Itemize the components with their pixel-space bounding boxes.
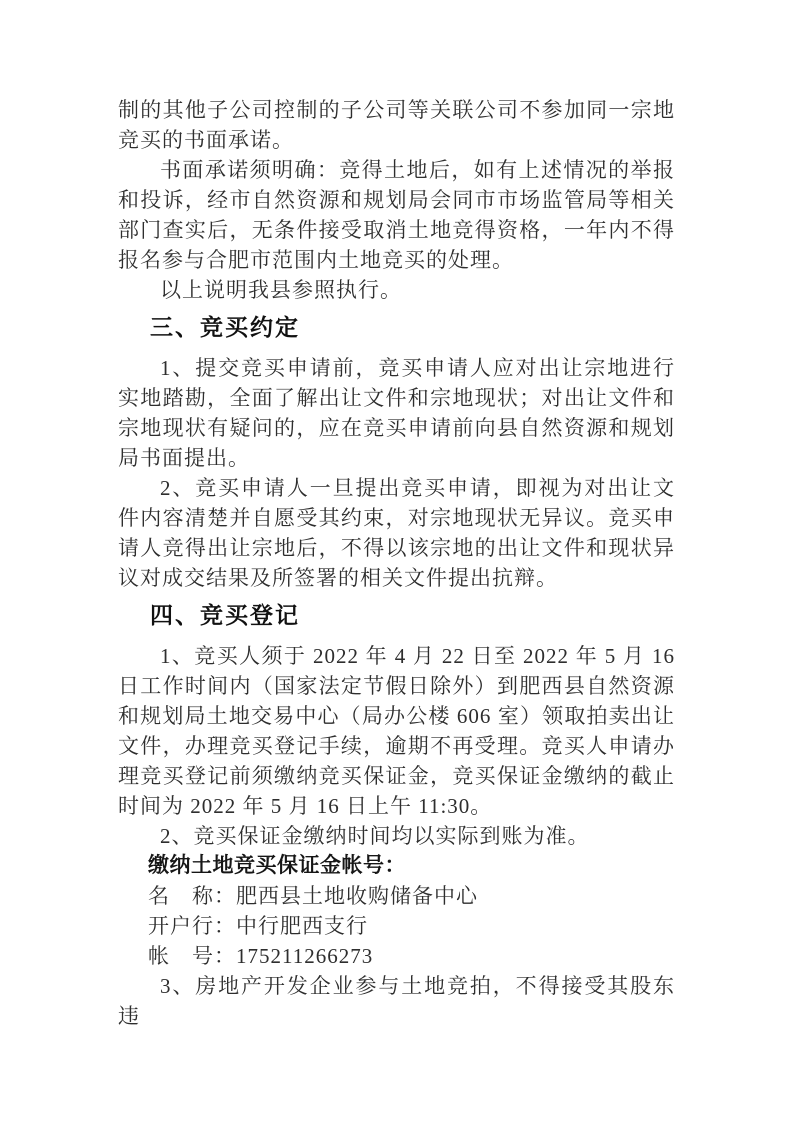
account-detail-line: 开户行：中行肥西支行: [148, 914, 368, 938]
paragraph: 制的其他子公司控制的子公司等关联公司不参加同一宗地竞买的书面承诺。: [118, 98, 675, 152]
account-detail-line: 名 称：肥西县土地收购储备中心: [148, 884, 478, 908]
section-heading: 三、竞买约定: [150, 314, 300, 340]
paragraph: 书面承诺须明确：竞得土地后，如有上述情况的举报和投诉，经市自然资源和规划局会同市市场监管局等相关部门查实后，无条件接受取消土地竞得资格，一年内不得报名参与合肥市范围内土地竞买的处理。: [118, 158, 675, 272]
section-heading: 四、竞买登记: [150, 602, 300, 628]
paragraph: 2、竞买保证金缴纳时间均以实际到账为准。: [160, 824, 590, 848]
account-detail-line: 帐 号：175211266273: [148, 944, 374, 968]
paragraph: 1、提交竞买申请前，竞买申请人应对出让宗地进行实地踏勘，全面了解出让文件和宗地现状；对出让文件和宗地现状有疑问的，应在竞买申请前向县自然资源和规划局书面提出。: [118, 356, 675, 470]
paragraph: 3、房地产开发企业参与土地竞拍，不得接受其股东违: [118, 974, 675, 1028]
paragraph: 1、竞买人须于 2022 年 4 月 22 日至 2022 年 5 月 16 日工作时间内（国家法定节假日除外）到肥西县自然资源和规划局土地交易中心（局办公楼 606 室）领取拍卖出让文件，办理竞买登记手续，逾期不再受理。竞买人申请办理竞买登记前须缴纳竞买保证金，竞买保证金缴纳的截止时间为 2022 年 5 月 16 日上午 11:30。: [118, 644, 675, 818]
subheading-bold: 缴纳土地竞买保证金帐号：: [148, 854, 406, 877]
document-content: [118, 95, 675, 1031]
paragraph: 以上说明我县参照执行。: [160, 278, 402, 302]
paragraph: 2、竞买申请人一旦提出竞买申请，即视为对出让文件内容清楚并自愿受其约束，对宗地现状无异议。竞买申请人竞得出让宗地后，不得以该宗地的出让文件和现状异议对成交结果及所签署的相关文件提出抗辩。: [118, 476, 675, 590]
